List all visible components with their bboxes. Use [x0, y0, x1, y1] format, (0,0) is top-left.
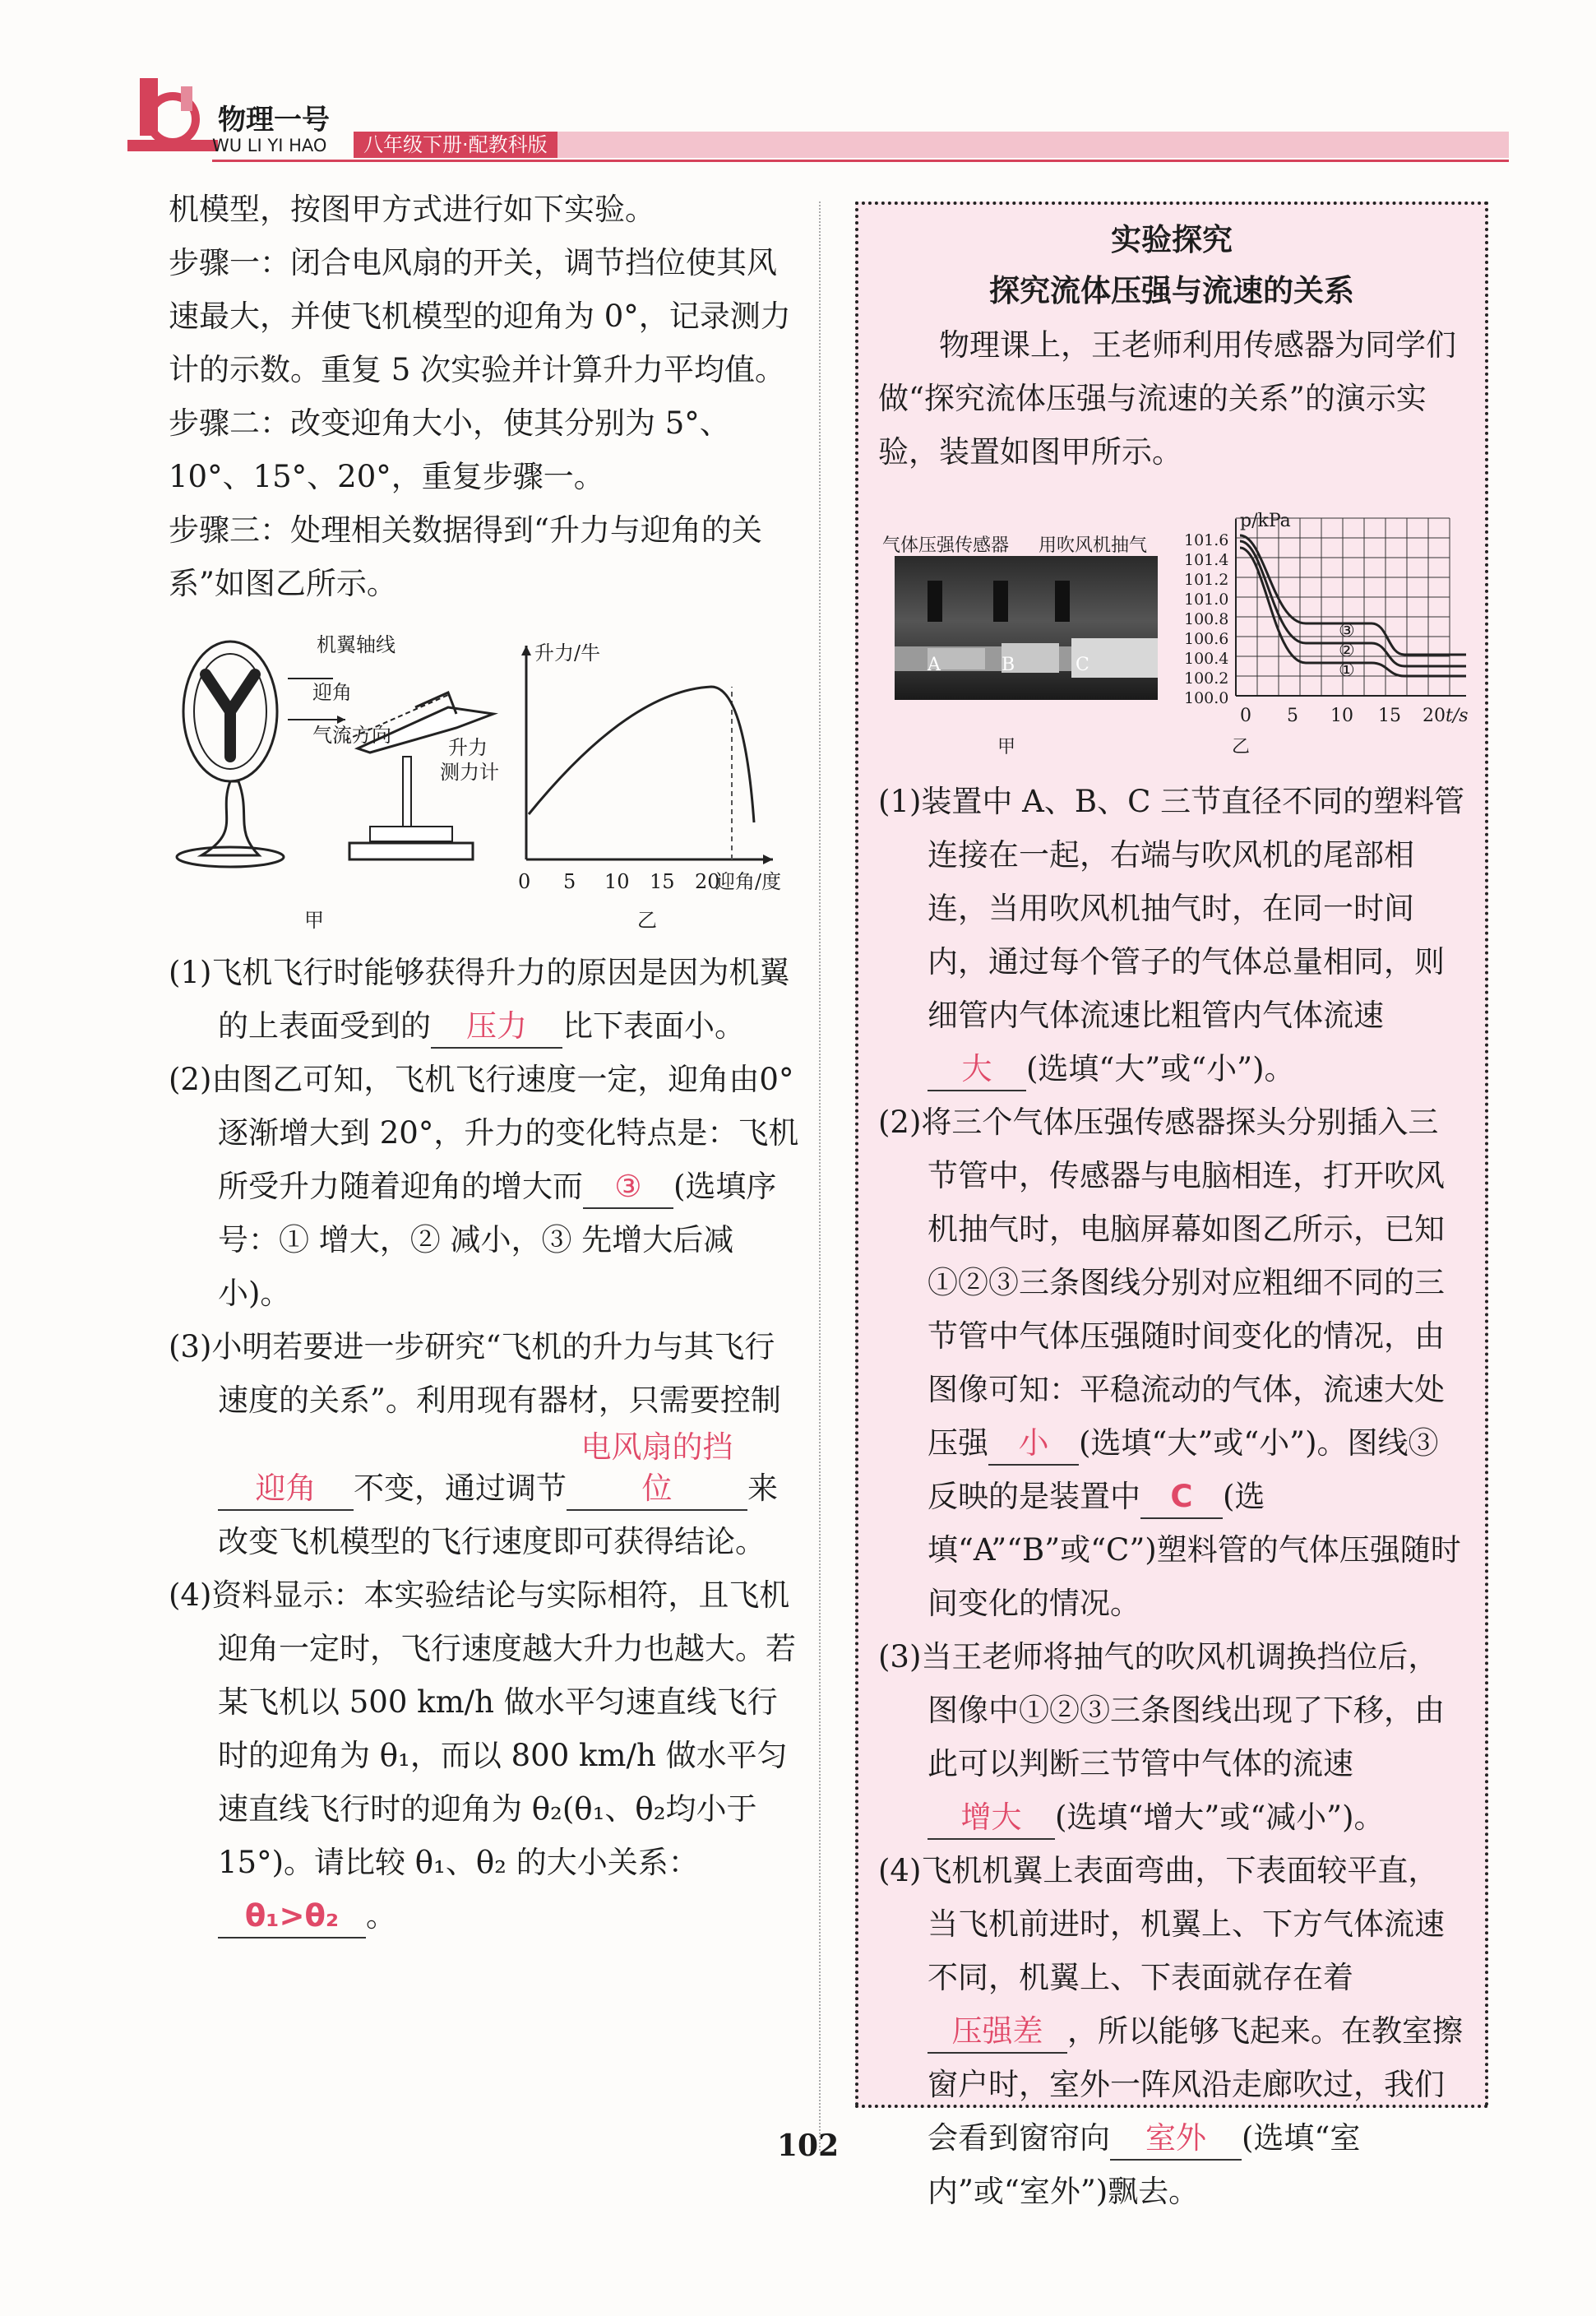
- step-one: 步骤一：闭合电风扇的开关，调节挡位使其风速最大，并使飞机模型的迎角为 0°，记录测力计的示数。重复 5 次实验并计算升力平均值。: [169, 245, 791, 387]
- t-tick-20: 20: [1423, 706, 1446, 726]
- left-q3-mid: 不变，通过调节: [354, 1471, 567, 1506]
- curve-label-3: ③: [1339, 621, 1355, 642]
- left-question-3: [169, 1320, 802, 1568]
- left-q3-answer-2: 电风扇的挡位: [567, 1427, 747, 1511]
- page-number: 102: [777, 2128, 840, 2163]
- book-title: 物理一号: [218, 104, 330, 137]
- left-q2-text: (2)由图乙可知，飞机飞行速度一定，迎角由0°逐渐增大到 20°，升力的变化特点是：飞机所受升力随着迎角的增大而: [169, 1062, 799, 1204]
- y-tick-100-0: 100.0: [1184, 689, 1229, 707]
- left-q4-tail: 。: [366, 1898, 396, 1934]
- right-q1-text: (1)装置中 A、B、C 三节直径不同的塑料管连接在一起，右端与吹风机的尾部相连，当用吹风机抽气时，在同一时间内，通过每个管子的气体总量相同，则细管内气体流速比粗管内气体流速: [878, 784, 1465, 1033]
- pipe-c-label: C: [1076, 655, 1089, 675]
- right-q4-answer-2: 室外: [1110, 2118, 1242, 2161]
- right-q2-tail: (选填“A”“B”或“C”)塑料管的气体压强随时间变化的情况。: [928, 1479, 1461, 1621]
- right-q4-tail: (选填“室内”或“室外”)飘去。: [928, 2120, 1361, 2209]
- y-tick-101-0: 101.0: [1184, 591, 1229, 609]
- experiment-box: [855, 201, 1488, 2209]
- box-heading: 实验探究: [1111, 222, 1233, 257]
- fan-experiment-figure: [169, 617, 802, 896]
- step-three: 步骤三：处理相关数据得到“升力与迎角的关系”如图乙所示。: [169, 512, 762, 601]
- blower-label: 用吹风机抽气: [1039, 535, 1148, 556]
- left-q3-answer-1: 迎角: [218, 1468, 354, 1511]
- curve-label-1: ①: [1339, 660, 1355, 681]
- pipe-a-label: A: [928, 655, 941, 675]
- header-rule: [212, 160, 1509, 162]
- angle-axis-label: 迎角/度: [715, 870, 782, 893]
- right-q4-text: (4)飞机机翼上表面弯曲，下表面较平直，当飞机前进时，机翼上、下方气体流速不同，机翼上、下表面就存在着: [878, 1853, 1445, 1995]
- left-q3-text: (3)小明若要进一步研究“飞机的升力与其飞行速度的关系”。利用现有器材，只需要控制: [169, 1329, 781, 1418]
- left-q1-text: (1)飞机飞行时能够获得升力的原因是因为机翼的上表面受到的: [169, 955, 790, 1044]
- right-question-1: [878, 775, 1465, 1095]
- time-axis-label: t/s: [1446, 706, 1469, 726]
- step-two: 步骤二：改变迎角大小，使其分别为 5°、10°、15°、20°，重复步骤一。: [169, 405, 730, 494]
- right-q1-answer: 大: [928, 1049, 1026, 1091]
- left-q1-tail: 比下表面小。: [562, 1008, 745, 1044]
- y-tick-100-6: 100.6: [1184, 630, 1229, 648]
- figure-caption-b: 乙: [637, 909, 657, 932]
- meter-label-1: 升力: [448, 736, 488, 759]
- right-q2-text: (2)将三个气体压强传感器探头分别插入三节管中，传感器与电脑相连，打开吹风机抽气时，电脑屏幕如图乙所示，已知①②③三条图线分别对应粗细不同的三节管中气体压强随时间变化的情况，由图像可知：平稳流动的气体，流速大处压强: [878, 1105, 1445, 1461]
- pressure-axis-label: p/kPa: [1240, 511, 1291, 531]
- right-q3-tail: (选填“增大”或“减小”)。: [1055, 1800, 1385, 1835]
- y-tick-101-4: 101.4: [1184, 551, 1229, 569]
- y-tick-100-2: 100.2: [1184, 669, 1229, 688]
- book-title-pinyin: WU LI YI HAO: [212, 136, 327, 155]
- airflow-label: 气流方向: [312, 724, 391, 747]
- meter-label-2: 测力计: [440, 761, 499, 784]
- edition-label: 八年级下册·配教科版: [354, 132, 557, 158]
- x-tick-15: 15: [650, 870, 675, 893]
- lift-curve-line: [529, 687, 754, 822]
- angle-label: 迎角: [312, 681, 352, 704]
- x-tick-0: 0: [518, 870, 531, 893]
- pipe-b-label: B: [1002, 655, 1015, 675]
- wing-axis-label: 机翼轴线: [317, 633, 396, 656]
- lift-axis-label: 升力/牛: [534, 642, 601, 665]
- figure-caption-b2: 乙: [1232, 737, 1251, 757]
- y-tick-101-6: 101.6: [1184, 531, 1229, 549]
- left-q2-tail: (选填序号：① 增大，② 减小，③ 先增大后减小)。: [218, 1169, 777, 1311]
- x-tick-10: 10: [604, 870, 630, 893]
- y-tick-100-8: 100.8: [1184, 610, 1229, 628]
- t-tick-10: 10: [1330, 706, 1353, 726]
- left-question-1: [169, 946, 802, 1053]
- left-q3-tail: 来改变飞机模型的飞行速度即可获得结论。: [218, 1471, 778, 1559]
- right-q1-tail: (选填“大”或“小”)。: [1026, 1051, 1295, 1086]
- intro-text: 机模型，按图甲方式进行如下实验。: [169, 192, 655, 227]
- pressure-graph: [878, 490, 1470, 770]
- column-divider: [819, 201, 821, 2151]
- right-q4-answer-1: 压强差: [928, 2011, 1067, 2054]
- right-q2-answer-1: 小: [988, 1423, 1079, 1466]
- left-column: [169, 183, 802, 1943]
- left-q2-answer: ③: [583, 1166, 673, 1209]
- t-tick-5: 5: [1287, 706, 1298, 726]
- figure-caption-a: 甲: [304, 909, 324, 932]
- left-q4-text: (4)资料显示：本实验结论与实际相符，且飞机迎角一定时，飞行速度越大升力也越大。若某飞机以 500 km/h 做水平匀速直线飞行时的迎角为 θ₁，而以 800 km/h 做水平匀速直线飞行时的迎角为 θ₂(θ₁、θ₂均小于 15°)。请比较 θ₁、θ₂ 的大小关系：: [169, 1577, 796, 1880]
- right-q2-mid: (选填“大”或“小”)。图线③反映的是装置中: [928, 1425, 1439, 1514]
- right-question-3: [878, 1630, 1465, 1844]
- box-subheading: 探究流体压强与流速的关系: [989, 273, 1354, 308]
- y-tick-100-4: 100.4: [1184, 650, 1229, 668]
- right-q4-mid: ，所以能够飞起来。在教室擦窗户时，室外一阵风沿走廊吹过，我们会看到窗帘向: [928, 2013, 1463, 2156]
- y-tick-101-2: 101.2: [1184, 571, 1229, 589]
- right-question-4: [878, 1844, 1465, 2218]
- figure-caption-a2: 甲: [997, 737, 1016, 757]
- x-tick-20: 20: [695, 870, 720, 893]
- left-question-2: [169, 1053, 802, 1320]
- left-q4-answer: θ₁>θ₂: [218, 1896, 366, 1938]
- t-tick-0: 0: [1240, 706, 1251, 726]
- x-tick-5: 5: [563, 870, 576, 893]
- right-question-2: [878, 1095, 1465, 1630]
- right-q2-answer-2: C: [1140, 1476, 1223, 1519]
- sensor-label: 气体压强传感器: [882, 535, 1010, 556]
- right-q3-answer: 增大: [928, 1797, 1055, 1840]
- t-tick-15: 15: [1378, 706, 1401, 726]
- box-intro: 物理课上，王老师利用传感器为同学们做“探究流体压强与流速的关系”的演示实验，装置如图甲所示。: [878, 327, 1456, 470]
- left-question-4: [169, 1568, 802, 1943]
- right-q3-text: (3)当王老师将抽气的吹风机调换挡位后，图像中①②③三条图线出现了下移，由此可以判断三节管中气体的流速: [878, 1639, 1445, 1781]
- curve-label-2: ②: [1339, 641, 1355, 661]
- left-q1-answer: 压力: [431, 1006, 562, 1049]
- pressure-figure: [878, 490, 1470, 770]
